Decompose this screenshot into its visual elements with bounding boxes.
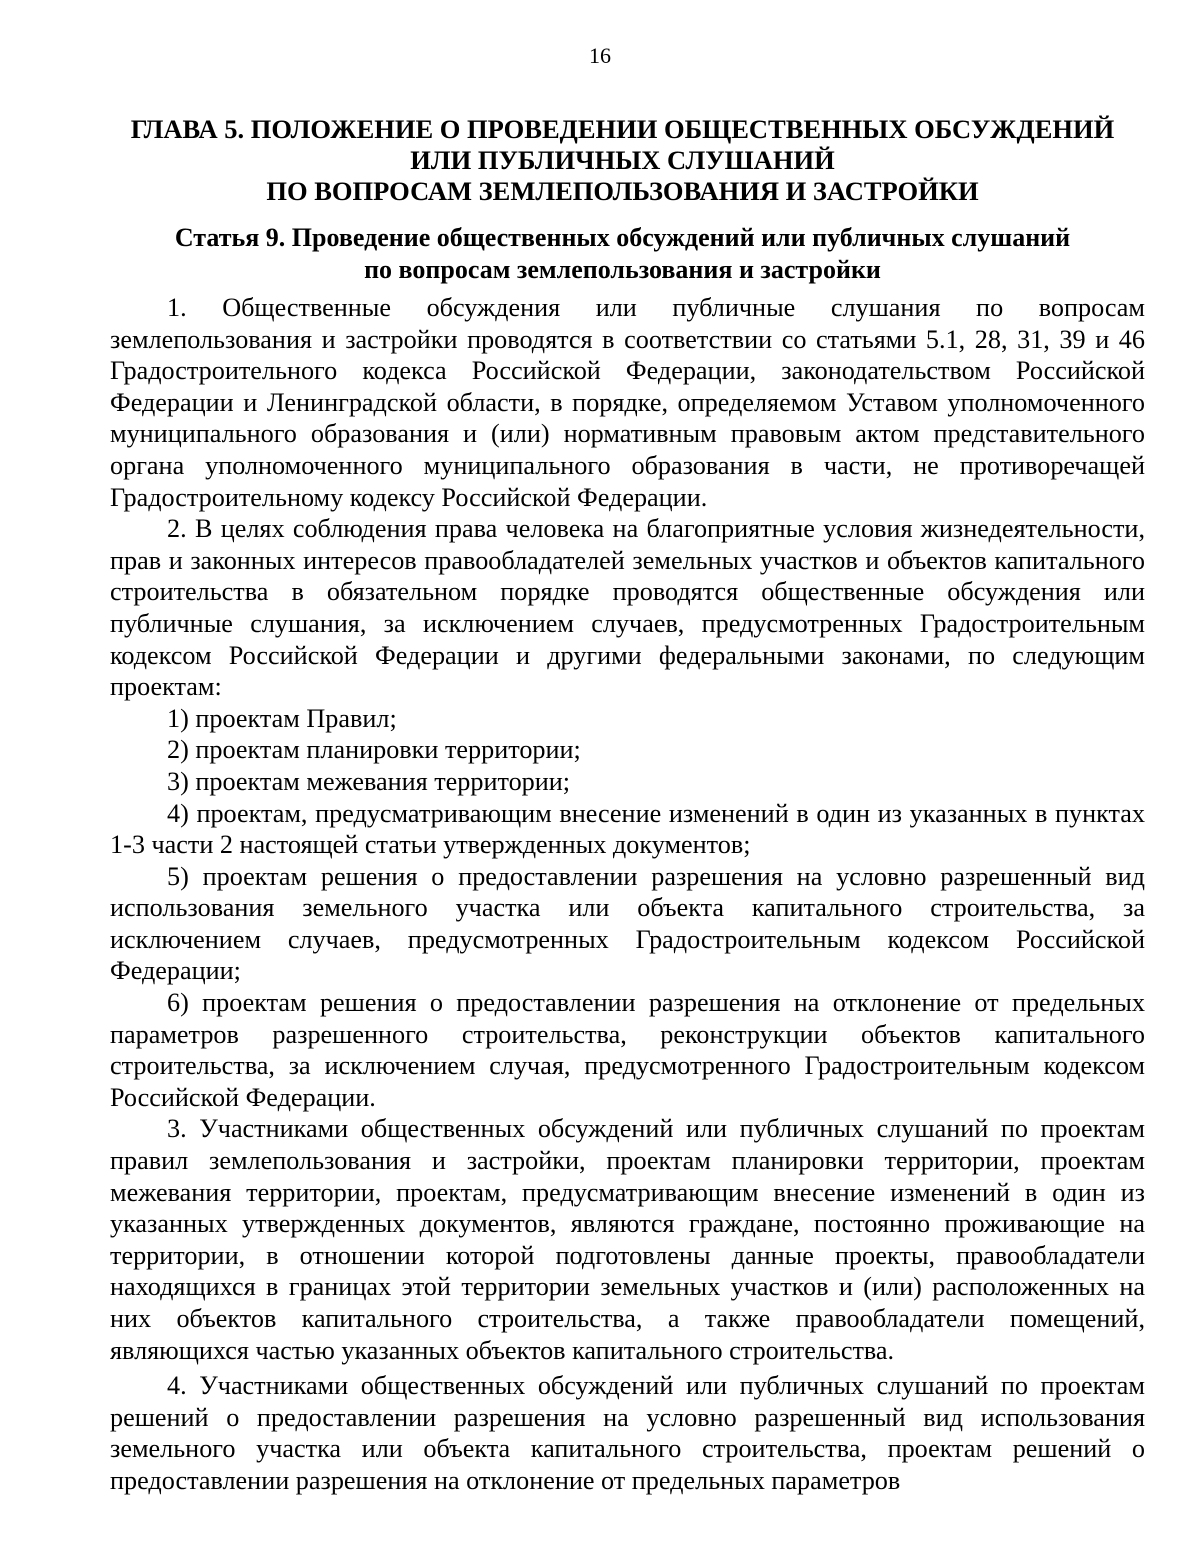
article-body [110,292,1145,1497]
article-title-line: Статья 9. Проведение общественных обсуждений или публичных слушаний [174,223,1071,252]
chapter-title-line: ПО ВОПРОСАМ ЗЕМЛЕПОЛЬЗОВАНИЯ И ЗАСТРОЙКИ [266,176,979,206]
list-item-1: 1) проектам Правил; [167,703,397,733]
paragraph-1: 1. Общественные обсуждения или публичные слушания по вопросам землепользования и застройки проводятся в соответствии со статьями 5.1, 28, 31, 39 и 46 Градостроительного кодекса Российской Федерации, законодательством Российской Федерации и Ленинградской области, в порядке, определяемом Уставом уполномоченного муниципального образования и (или) нормативным правовым актом представительного органа уполномоченного муниципального образования в части, не противоречащей Градостроительному кодексу Российской Федерации. [110,293,1145,512]
paragraph-2: 2. В целях соблюдения права человека на благоприятные условия жизнедеятельности, прав и законных интересов правообладателей земельных участков и объектов капитального строительства в обязательном порядке проводятся общественные обсуждения или публичные слушания, за исключением случаев, предусмотренных Градостроительным кодексом Российской Федерации и другими федеральными законами, по следующим проектам: [110,514,1145,702]
article-title [100,222,1145,285]
list-item-4: 4) проектам, предусматривающим внесение изменений в один из указанных в пунктах 1-3 части 2 настоящей статьи утвержденных документов; [110,798,1145,860]
chapter-title-line: ГЛАВА 5. ПОЛОЖЕНИЕ О ПРОВЕДЕНИИ ОБЩЕСТВЕННЫХ ОБСУЖДЕНИЙ [130,114,1115,144]
list-item-3: 3) проектам межевания территории; [167,766,571,796]
list-item-6: 6) проектам решения о предоставлении разрешения на отклонение от предельных параметров разрешенного строительства, реконструкции объектов капитального строительства, за исключением случая, предусмотренного Градостроительным кодексом Российской Федерации. [110,988,1145,1112]
list-item-2: 2) проектам планировки территории; [167,735,581,765]
chapter-title-line: ИЛИ ПУБЛИЧНЫХ СЛУШАНИЙ [410,145,835,175]
page-number: 16 [589,43,611,68]
list-item-5: 5) проектам решения о предоставлении разрешения на условно разрешенный вид использования земельного участка или объекта капитального строительства, за исключением случаев, предусмотренных Градостроительным кодексом Российской Федерации; [110,861,1145,986]
paragraph-4: 4. Участниками общественных обсуждений или публичных слушаний по проектам решений о предоставлении разрешения на условно разрешенный вид использования земельного участка или объекта капитального строительства, проектам решений о предоставлении разрешения на отклонение от предельных параметров [110,1371,1145,1495]
chapter-title [100,114,1145,207]
article-title-line: по вопросам землепользования и застройки [364,254,881,284]
paragraph-3: 3. Участниками общественных обсуждений или публичных слушаний по проектам правил землепользования и застройки, проектам планировки территории, проектам межевания территории, проектам, предусматривающим внесение изменений в один из указанных утвержденных документов, являются граждане, постоянно проживающие на территории, в отношении которой подготовлены данные проекты, правообладатели находящихся в границах этой территории земельных участков и (или) расположенных на них объектов капитального строительства, а также правообладатели помещений, являющихся частью указанных объектов капитального строительства. [110,1114,1145,1365]
